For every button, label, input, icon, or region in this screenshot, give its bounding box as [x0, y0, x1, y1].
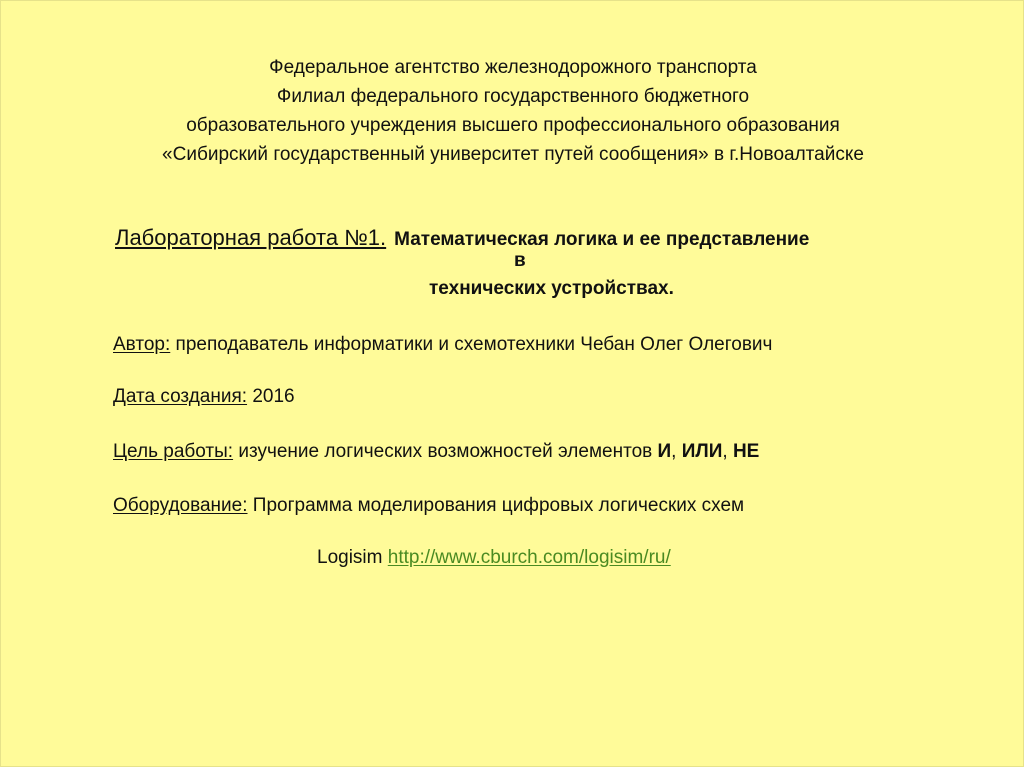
software-row — [317, 547, 671, 569]
author-value: преподаватель информатики и схемотехники Чебан Олег Олегович — [175, 334, 773, 355]
goal-element-not: НЕ — [732, 441, 760, 462]
author-label: Автор: — [113, 334, 171, 355]
software-link[interactable]: http://www.cburch.com/logisim/ru/ — [387, 547, 671, 568]
goal-label: Цель работы: — [113, 441, 234, 462]
header-line-agency: Федеральное агентство железнодорожного транспорта — [269, 57, 757, 78]
header-line-branch: Филиал федерального государственного бюджетного — [276, 86, 750, 107]
equipment-value: Программа моделирования цифровых логических схем — [252, 495, 745, 516]
institution-header — [1, 53, 1024, 169]
software-name: Logisim — [317, 547, 383, 568]
header-line-institution: образовательного учреждения высшего профессионального образования — [186, 115, 840, 136]
goal-row: Цель работы: изучение логических возможностей элементов И, ИЛИ, НЕ — [113, 441, 760, 462]
lab-label: Лабораторная работа №1. — [115, 225, 387, 250]
goal-value: изучение логических возможностей элементов — [238, 441, 653, 462]
goal-element-and: И — [657, 441, 672, 462]
lab-title-continuation-1: в — [514, 250, 526, 271]
equipment-label: Оборудование: — [113, 495, 248, 516]
header-line-university: «Сибирский государственный университет путей сообщения» в г.Новоалтайске — [162, 144, 864, 165]
equipment-row — [113, 495, 744, 517]
author-row — [113, 334, 772, 356]
date-label: Дата создания: — [113, 386, 248, 407]
lab-title-continuation-2: технических устройствах. — [429, 278, 674, 299]
lab-title: Математическая логика и ее представление — [394, 229, 810, 250]
date-value: 2016 — [252, 386, 295, 407]
date-row — [113, 386, 295, 408]
goal-element-or: ИЛИ — [681, 441, 723, 462]
lab-heading — [115, 225, 955, 251]
